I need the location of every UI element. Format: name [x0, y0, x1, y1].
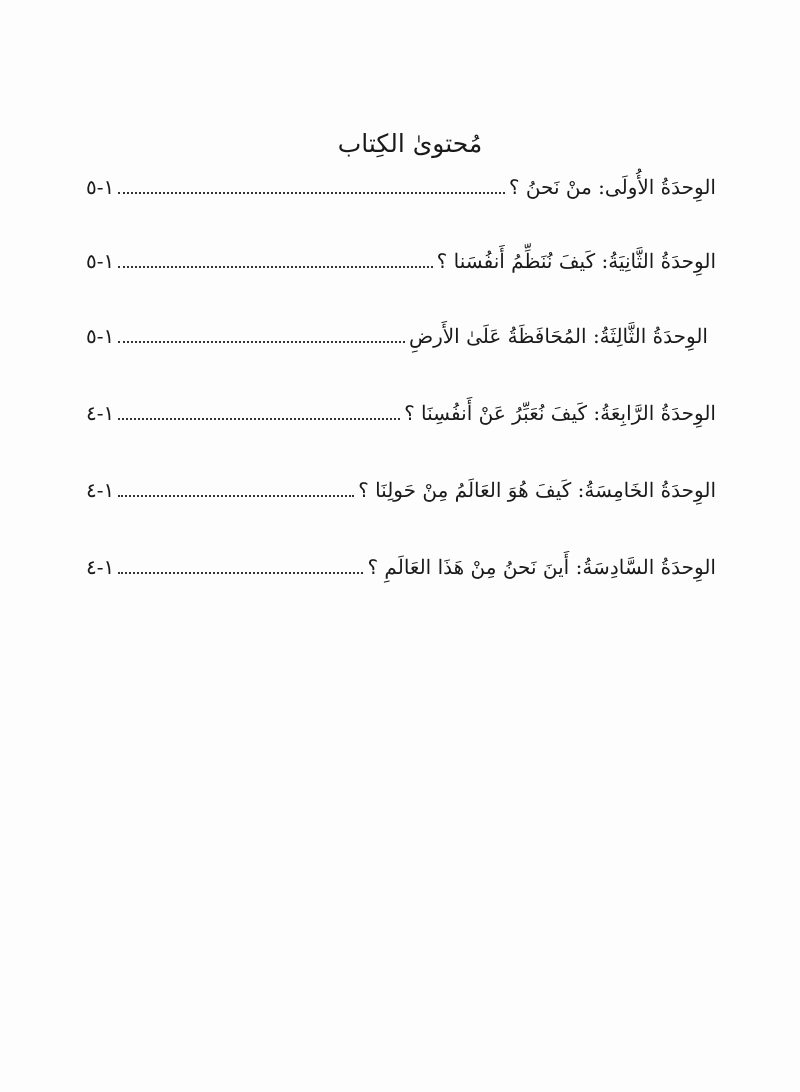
toc-entry-title: الوِحدَةُ السَّادِسَةُ: أَينَ نَحنُ مِنْ هَذَا العَالَمِ ؟ [367, 555, 716, 579]
toc-entry-unit-4 [86, 389, 716, 429]
toc-entry-pages: ١-٤ [86, 401, 115, 425]
dot-leader [118, 572, 363, 574]
toc-entry-title: الوِحدَةُ الثَّانِيَةُ: كَيفَ نُنَظِّمُ أَنفُسَنا ؟ [436, 249, 716, 273]
toc-entry-pages: ١-٥ [86, 175, 115, 199]
toc-entry-pages: ١-٤ [86, 555, 115, 579]
toc-entry-unit-3 [86, 312, 716, 352]
toc-entry-pages: ١-٥ [86, 249, 115, 273]
toc-entry-unit-5 [86, 466, 716, 506]
toc-entry-title: الوِحدَةُ الخَامِسَةُ: كَيفَ هُوَ العَالَمُ مِنْ حَولِنَا ؟ [358, 478, 716, 502]
toc-entry-title: الوِحدَةُ الرَّابِعَةُ: كَيفَ نُعَبِّرُ عَنْ أَنفُسِنَا ؟ [404, 401, 716, 425]
toc-title: مُحتوىٰ الكِتاب [337, 129, 483, 158]
dot-leader [118, 266, 432, 268]
toc-entry-unit-6 [86, 543, 716, 583]
toc-entry-title: الوِحدَةُ الثَّالِثَةُ: المُحَافَظَةُ عَلَىٰ الأَرضِ [408, 324, 708, 348]
toc-entry-title: الوِحدَةُ الأُولَى: منْ نَحنُ ؟ [508, 175, 716, 199]
dot-leader [118, 192, 505, 194]
dot-leader [118, 495, 354, 497]
dot-leader [118, 341, 405, 343]
dot-leader [118, 418, 400, 420]
toc-entry-pages: ١-٥ [86, 324, 115, 348]
toc-entry-unit-1 [86, 163, 716, 203]
toc-entry-unit-2 [86, 237, 716, 277]
toc-entry-pages: ١-٤ [86, 478, 115, 502]
